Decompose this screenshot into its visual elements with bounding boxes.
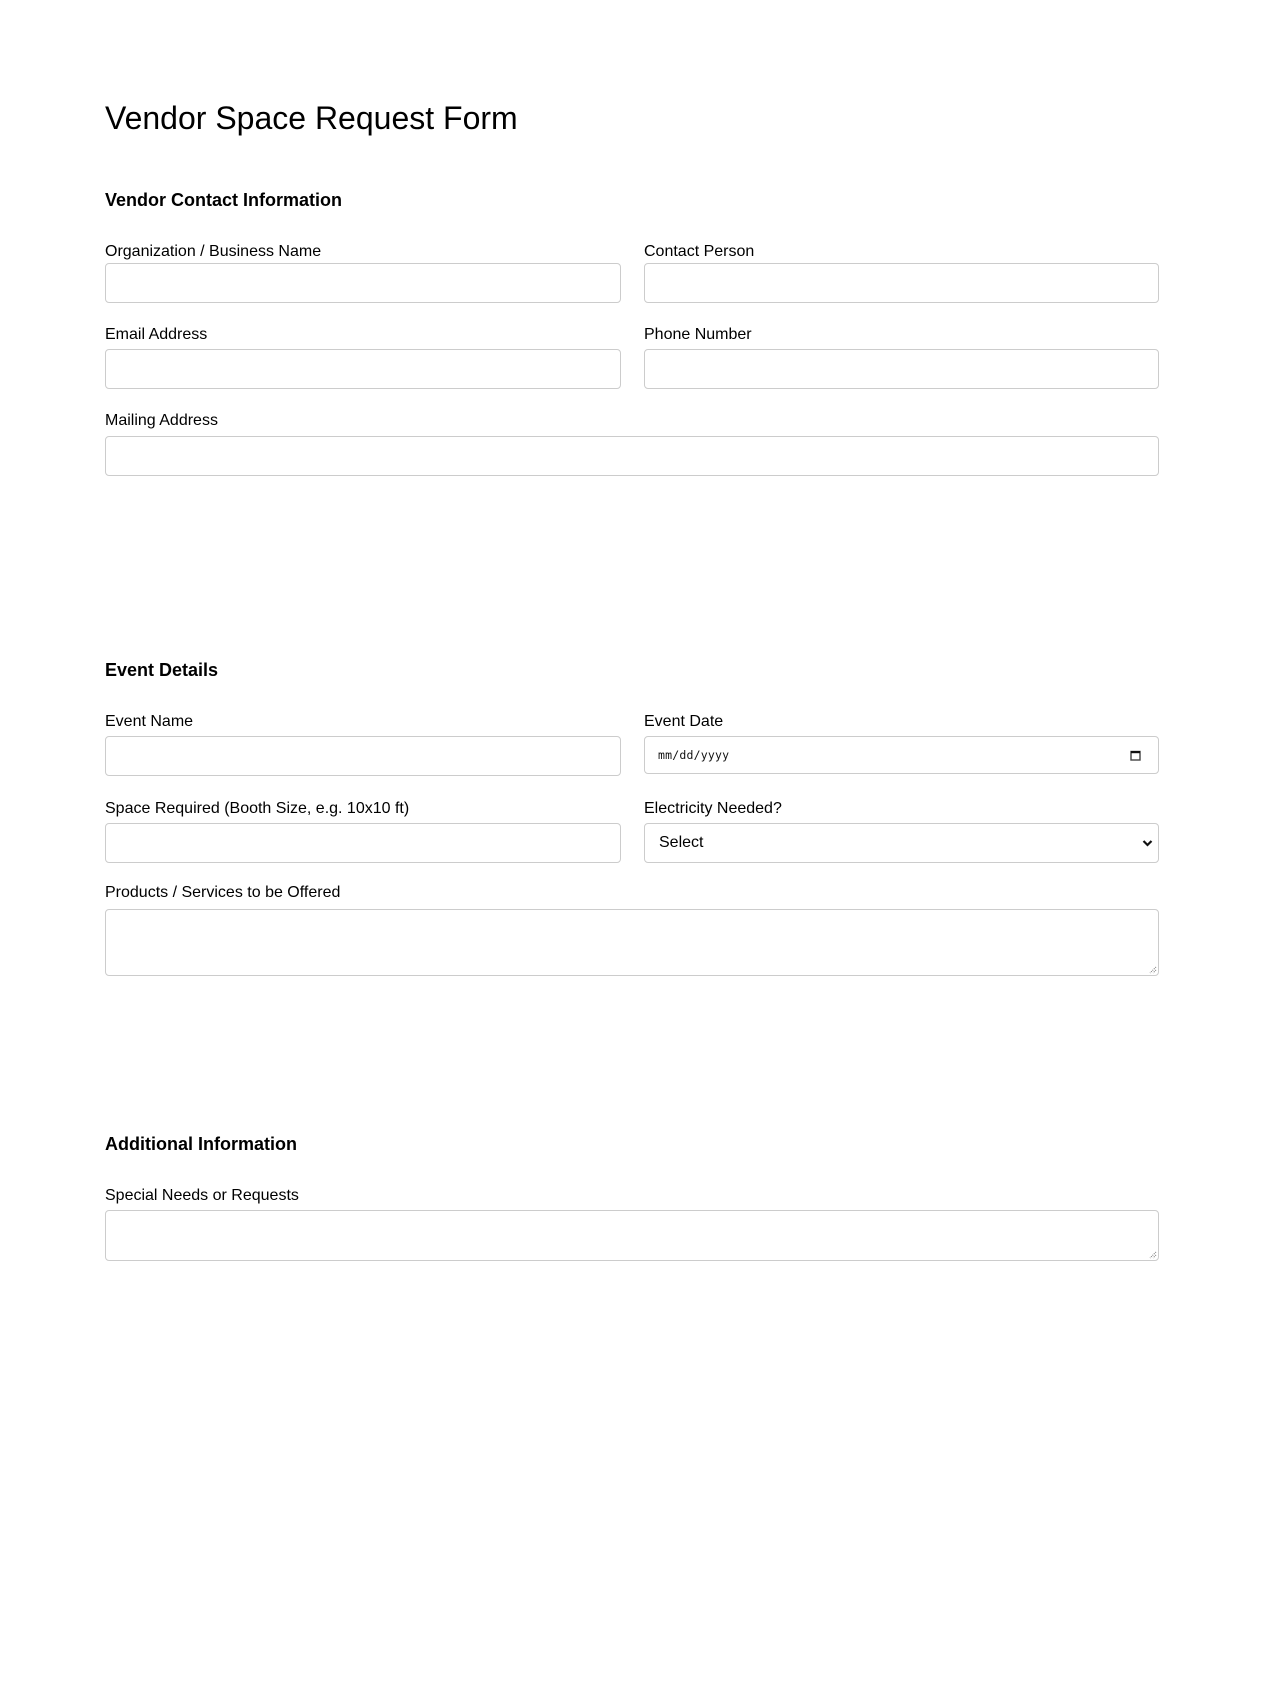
organization-label: Organization / Business Name <box>105 243 322 260</box>
section-heading-event: Event Details <box>105 660 219 680</box>
electricity-selected-value: Select <box>659 834 704 851</box>
electricity-select[interactable] <box>644 823 1159 863</box>
section-heading-contact: Vendor Contact Information <box>105 190 343 210</box>
resize-handle-icon[interactable] <box>1148 965 1157 974</box>
special-needs-label: Special Needs or Requests <box>105 1187 299 1204</box>
contact-person-label: Contact Person <box>644 243 755 260</box>
contact-person-input[interactable] <box>644 263 1159 303</box>
mailing-address-label: Mailing Address <box>105 412 218 429</box>
event-name-input[interactable] <box>105 736 621 776</box>
chevron-down-icon <box>1142 839 1153 848</box>
phone-label: Phone Number <box>644 326 752 343</box>
electricity-label: Electricity Needed? <box>644 800 782 817</box>
products-services-label: Products / Services to be Offered <box>105 884 341 901</box>
event-date-placeholder: mm/dd/yyyy <box>658 748 730 762</box>
space-required-input[interactable] <box>105 823 621 863</box>
organization-input[interactable] <box>105 263 621 303</box>
event-date-label: Event Date <box>644 713 724 730</box>
event-name-label: Event Name <box>105 713 194 730</box>
resize-handle-icon[interactable] <box>1148 1250 1157 1259</box>
email-input[interactable] <box>105 349 621 389</box>
calendar-icon[interactable] <box>1130 750 1141 761</box>
section-heading-additional: Additional Information <box>105 1134 297 1154</box>
email-label: Email Address <box>105 326 208 343</box>
mailing-address-input[interactable] <box>105 436 1159 476</box>
space-required-label: Space Required (Booth Size, e.g. 10x10 ft) <box>105 800 410 817</box>
products-services-textarea[interactable] <box>105 909 1159 976</box>
products-services-wrapper <box>105 909 1159 976</box>
event-date-input[interactable] <box>644 736 1159 774</box>
special-needs-textarea[interactable] <box>105 1210 1159 1261</box>
phone-input[interactable] <box>644 349 1159 389</box>
special-needs-wrapper <box>105 1210 1159 1261</box>
page-title: Vendor Space Request Form <box>105 100 518 136</box>
